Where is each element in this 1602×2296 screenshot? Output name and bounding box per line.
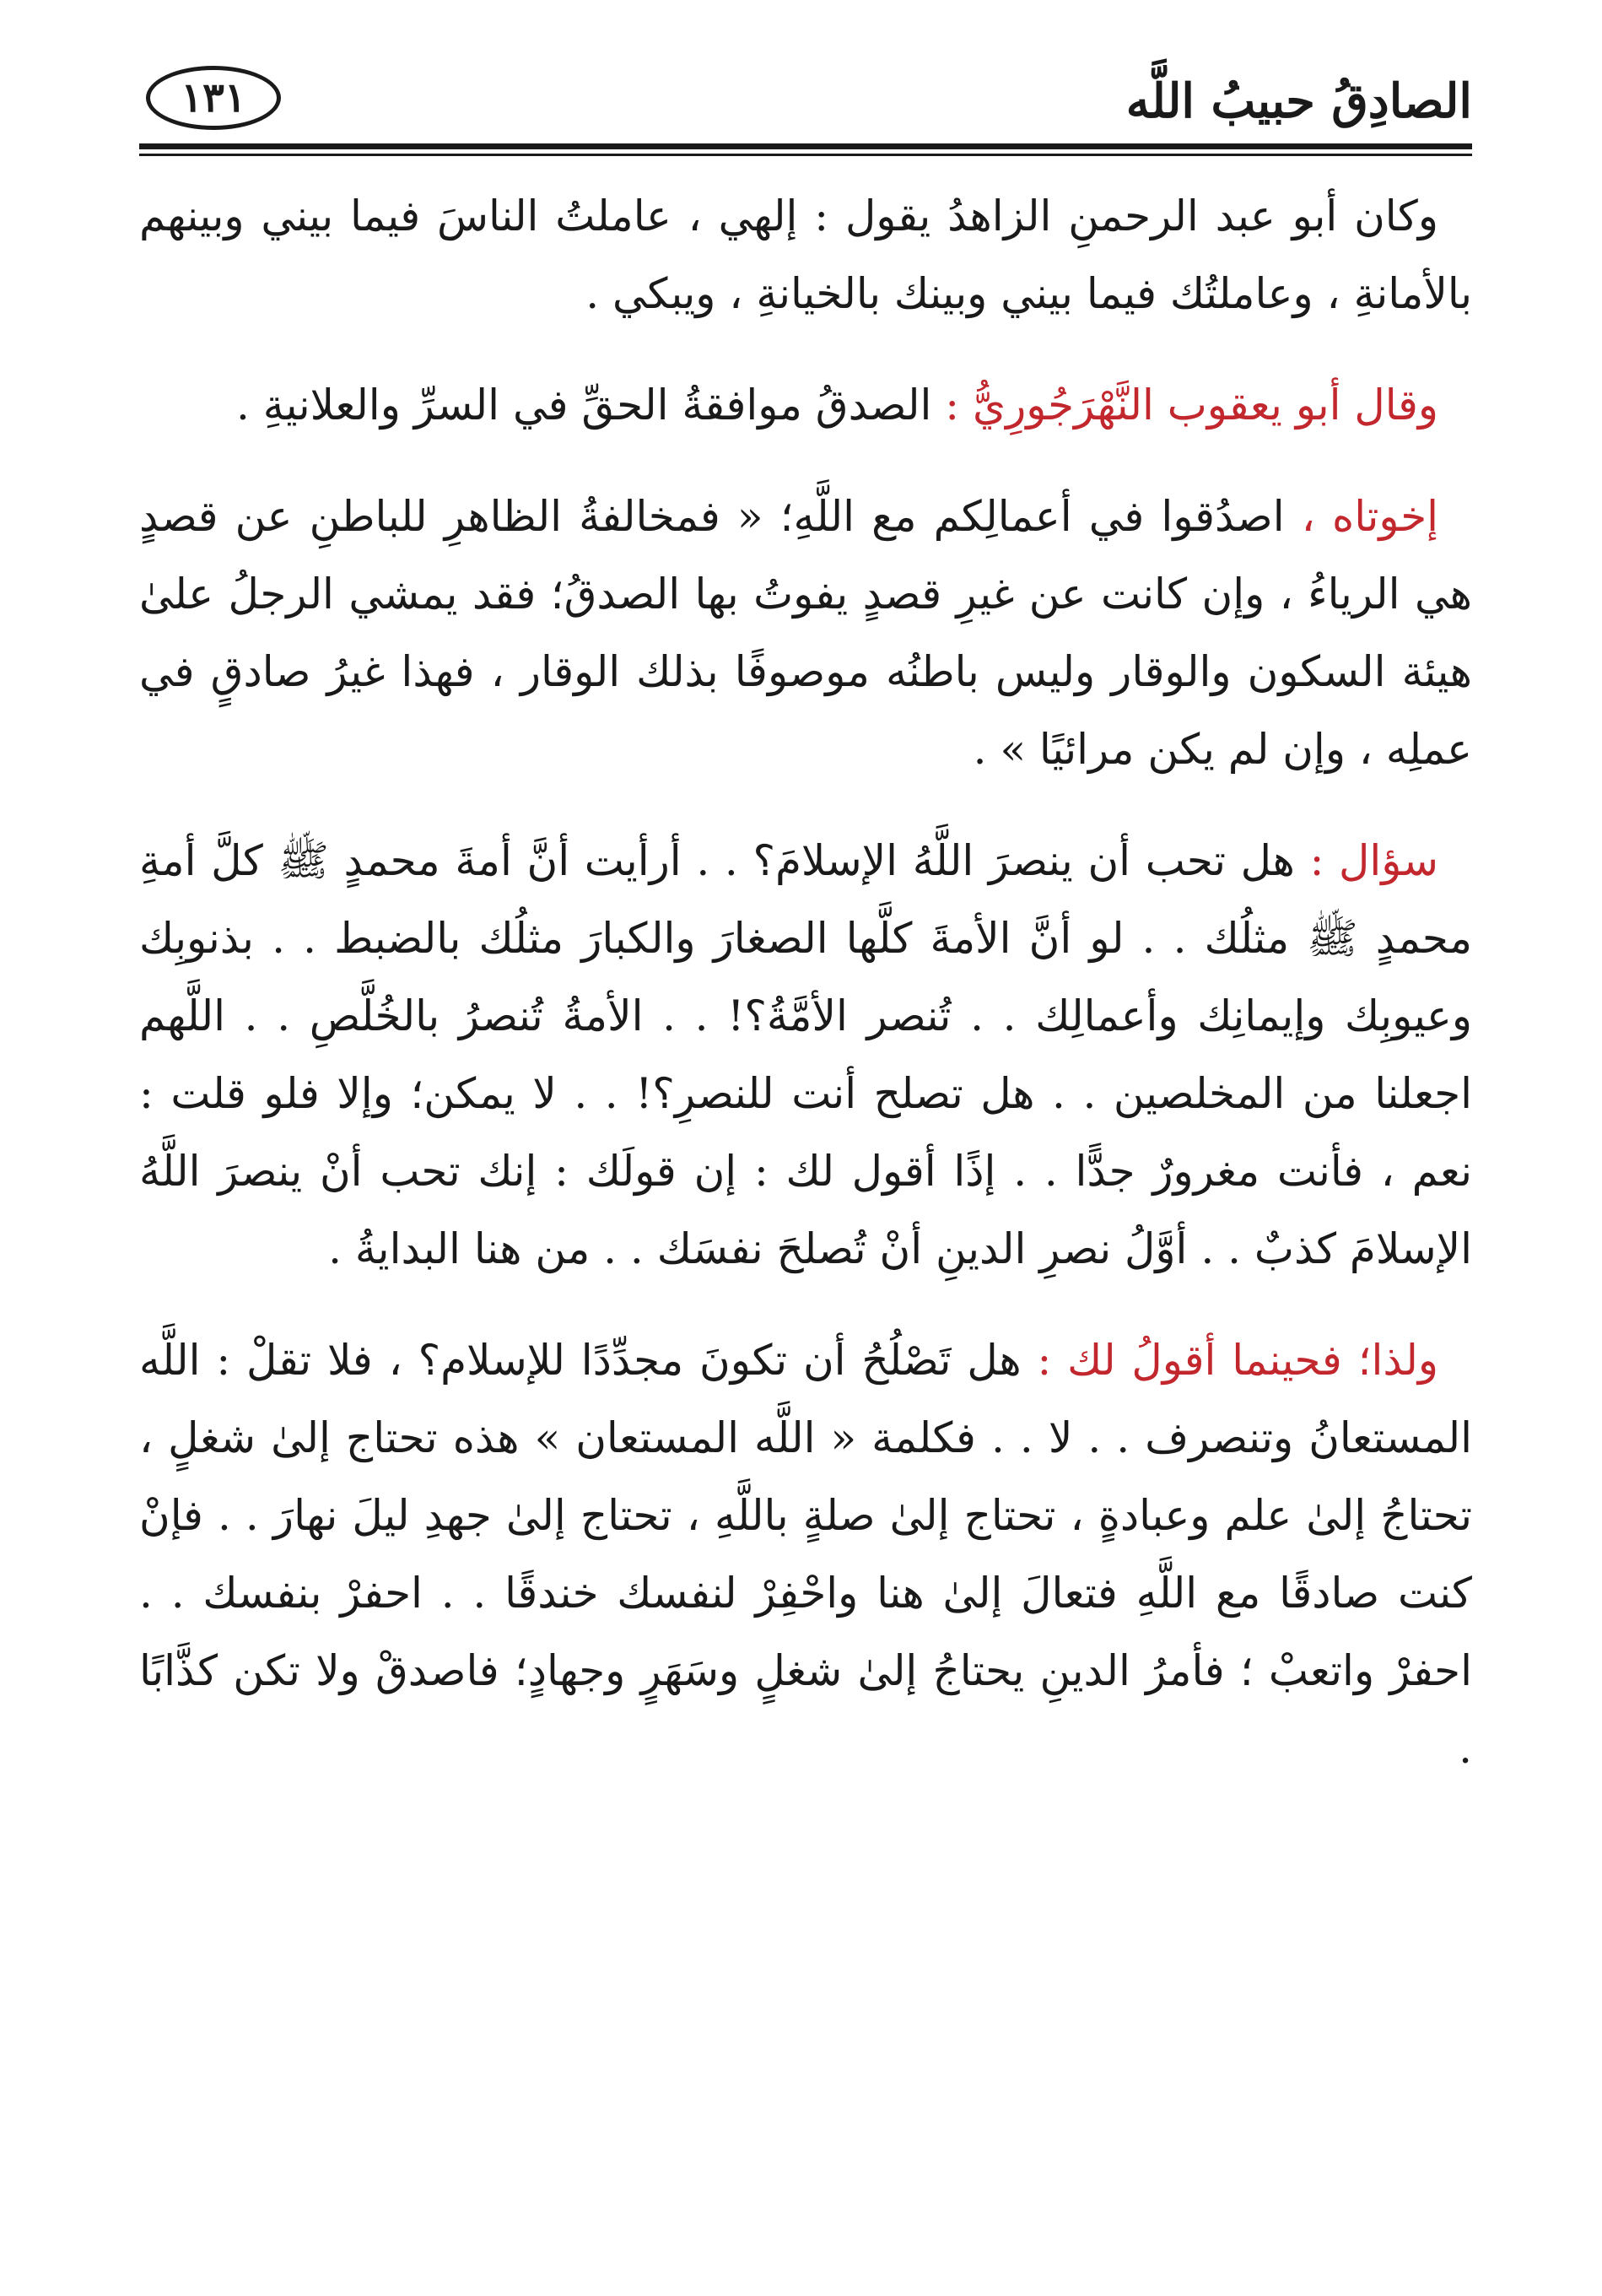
paragraph	[139, 478, 1472, 788]
paragraph-text: هل تحب أن ينصرَ اللَّهُ الإسلامَ؟ . . أرأيت أنَّ أمةَ محمدٍ ﷺ كلَّ أمةِ محمدٍ ﷺ مثلُك . . لو أنَّ الأمةَ كلَّها الصغارَ والكبارَ مثلُك بالضبط . . بذنوبِك وعيوبِك وإيمانِك وأعمالِك . . تُنصر الأمَّةُ؟! . . الأمةُ تُنصرُ بالخُلَّصِ . . اللَّهم اجعلنا من المخلصين . . هل تصلح أنت للنصرِ؟! . . لا يمكن؛ وإلا فلو قلت : نعم ، فأنت مغرورٌ جدًّا . . إذًا أقول لك : إن قولَك : إنك تحب أنْ ينصرَ اللَّهُ الإسلامَ كذبٌ . . أوَّلُ نصرِ الدينِ أنْ تُصلحَ نفسَك . . من هنا البدايةُ .	[139, 836, 1472, 1273]
paragraph	[139, 1321, 1472, 1787]
paragraph-text: الصدقُ موافقةُ الحقِّ في السرِّ والعلانيةِ .	[236, 381, 946, 429]
paragraph-lead: ولذا؛ فحينما أقولُ لك :	[1037, 1336, 1438, 1385]
paragraph-text: وكان أبو عبد الرحمنِ الزاهدُ يقول : إلهي ، عاملتُ الناسَ فيما بيني وبينهم بالأمانةِ ، وعاملتُك فيما بيني وبينك بالخيانةِ ، ويبكي .	[139, 192, 1472, 318]
paragraph-text: اصدُقوا في أعمالِكم مع اللَّهِ؛ « فمخالفةُ الظاهرِ للباطنِ عن قصدٍ هي الرياءُ ، وإن كانت عن غيرِ قصدٍ يفوتُ بها الصدقُ؛ فقد يمشي الرجلُ علىٰ هيئة السكون والوقار وليس باطنُه موصوفًا بذلك الوقار ، فهذا غيرُ صادقٍ في عملِه ، وإن لم يكن مرائيًا » .	[139, 492, 1472, 774]
header-rule-thick	[139, 143, 1472, 149]
paragraph	[139, 822, 1472, 1288]
running-title: الصادِقُ حبيبُ اللَّه	[1125, 73, 1472, 129]
page-body	[139, 177, 1472, 1821]
paragraph	[139, 177, 1472, 332]
paragraph-lead: وقال أبو يعقوب النَّهْرَجُورِيُّ :	[945, 381, 1438, 429]
paragraph-text: هل تَصْلُحُ أن تكونَ مجدِّدًا للإسلام؟ ، فلا تقلْ : اللَّه المستعانُ وتنصرف . . لا . . فكلمة « اللَّه المستعان » هذه تحتاج إلىٰ شغلٍ ، تحتاجُ إلىٰ علم وعبادةٍ ، تحتاج إلىٰ صلةٍ باللَّهِ ، تحتاج إلىٰ جهدِ ليلَ نهارَ . . فإنْ كنت صادقًا مع اللَّهِ فتعالَ إلىٰ هنا واحْفِرْ لنفسك خندقًا . . احفرْ بنفسك . . احفرْ واتعبْ ؛ فأمرُ الدينِ يحتاجُ إلىٰ شغلٍ وسَهَرٍ وجهادٍ؛ فاصدقْ ولا تكن كذَّابًا .	[139, 1336, 1472, 1773]
page-header	[139, 59, 1472, 152]
book-page	[139, 59, 1472, 2253]
page-number: ١٣١	[146, 66, 281, 130]
paragraph-lead: إخوتاه ،	[1301, 492, 1438, 541]
paragraph	[139, 366, 1472, 444]
paragraph-lead: سؤال :	[1309, 836, 1439, 885]
header-rule-thin	[139, 154, 1472, 156]
